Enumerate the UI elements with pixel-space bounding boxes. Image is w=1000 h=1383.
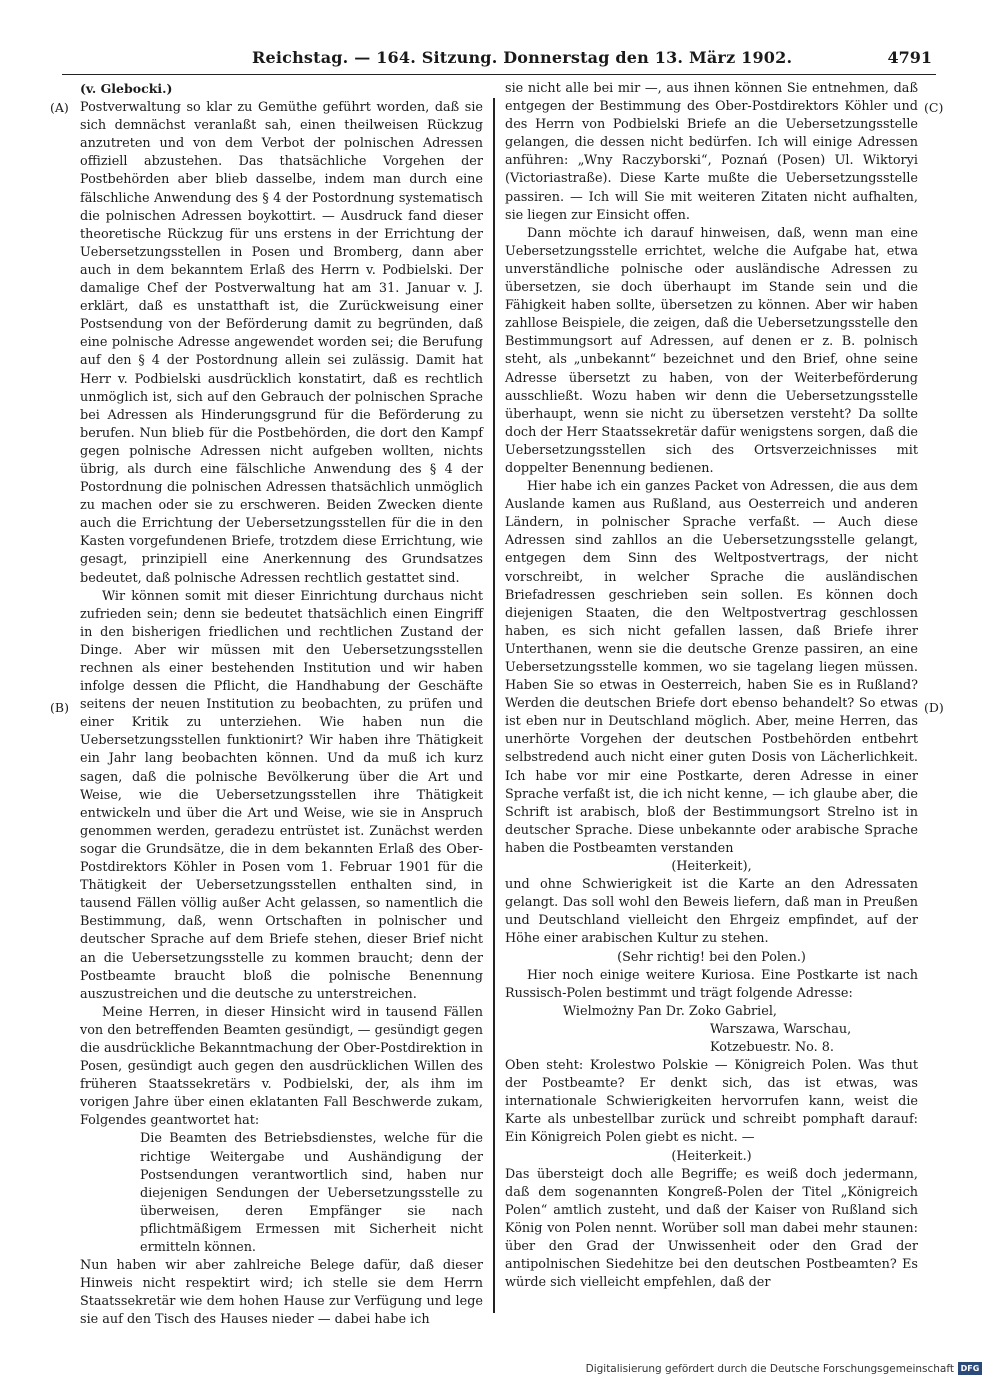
block-quote: Die Beamten des Betriebsdienstes, welche für die richtige Weitergabe und Aushändigung der Postsendungen verantwortlich sind, haben nur diejenigen Sendungen der Uebersetzungsstelle zu überweisen, deren Empfänger sie nach pflichtmäßigem Ermessen mit Sicherheit nicht ermitteln können. [140,1131,483,1255]
address-line: Kotzebuestr. No. 8. [710,1039,834,1055]
interjection: (Sehr richtig! bei den Polen.) [617,949,806,965]
right-column [505,80,918,1292]
paragraph: Oben steht: Krolestwo Polskie — Königreich Polen. Was thut der Postbeamte? Er denkt sich, das ist etwas, was internationale Schwierigkeiten hervorrufen kann, weist die Karte als unbestellbar zurück und schreibt pomphaft darauf: Ein Königreich Polen giebt es nicht. — [505,1058,918,1146]
left-column [80,80,483,1329]
page-header [62,46,936,70]
margin-marker-d: (D) [924,700,944,715]
address-line: Warszawa, Warschau, [710,1021,852,1037]
paragraph: Meine Herren, in dieser Hinsicht wird in tausend Fällen von den betreffenden Beamten gesündigt, — gesündigt gegen die ausdrückliche Bekanntmachung der Ober-Postdirektion in Posen, gesündigt auch gegen den ausdrücklichen Willen des früheren Staatssekretärs v. Podbielski, der, als ihm im vorigen Jahre über einen eklatanten Fall Beschwerde zukam, Folgendes geantwortet hat: [80,1004,483,1129]
paragraph: Postverwaltung so klar zu Gemüthe geführt worden, daß sie sich demnächst veranlaßt sah, einen theilweisen Rückzug anzutreten und von dem Verbot der polnischen Adressen offiziell abzustehen. Das thatsächliche Vorgehen der Postbehörden aber blieb dasselbe, indem man durch eine fälschliche Anwendung des § 4 der Postordnung systematisch die polnischen Adressen boykottirt. — Ausdruck fand dieser theoretische Rückzug für uns erstens in der Errichtung der Uebersetzungsstellen in Posen und Bromberg, dann aber auch in dem bekanntem Erlaß des Herrn v. Podbielski. Der damalige Chef der Postverwaltung hat am 31. Januar v. J. erklärt, daß es unstatthaft ist, die Zurückweisung einer Postsendung von der Beförderung damit zu begründen, daß eine polnische Adresse angewendet worden sei; die Berufung auf den § 4 der Postordnung allein sei zulässig. Damit hat Herr v. Podbielski ausdrücklich konstatirt, daß es rechtlich unmöglich ist, sich auf den Gebrauch der polnischen Sprache bei Adressen als Hinderungsgrund für die Beförderung zu berufen. Nun blieb für die Postbehörden, die dort den Kampf gegen polnische Adressen nicht aufgeben wollten, nichts übrig, als durch eine fälschliche Anwendung des § 4 der Postordnung die polnischen Adressen thatsächlich unmöglich zu machen oder sie zu erschweren. Beiden Zwecken diente auch die Errichtung der Uebersetzungsstellen für die in den Kasten vorgefundenen Briefe, trotzdem diese Errichtung, wie gesagt, prinzipiell eine Anerkennung des Grundsatzes bedeutet, daß polnische Adressen rechtlich gestattet sind. [80,100,483,586]
paragraph: Nun haben wir aber zahlreiche Belege dafür, daß dieser Hinweis nicht respektirt wird; ich stelle sie dem Herrn Staatssekretär wie dem hohen Hause zur Verfügung und lege sie auf den Tisch des Hauses nieder — dabei habe ich [80,1258,483,1328]
header-title: Reichstag. — 164. Sitzung. Donnerstag den 13. März 1902. [252,48,793,67]
paragraph: Hier noch einige weitere Kuriosa. Eine Postkarte ist nach Russisch-Polen bestimmt und trägt folgende Adresse: [505,967,918,1001]
margin-marker-a: (A) [50,100,69,115]
paragraph: sie nicht alle bei mir —, aus ihnen können Sie entnehmen, daß entgegen der Bestimmung des Ober-Postdirektors Köhler und des Herrn von Podbielski Briefe an die Uebersetzungsstelle gelangen, die dessen nicht bedürfen. Ich will einige Adressen anführen: „Wny Raczyborski“, Poznań (Posen) Ul. Wiktoryi (Victoriastraße). Diese Karte mußte die Uebersetzungsstelle passiren. — Ich will Sie mit weiteren Zitaten nicht aufhalten, sie liegen zur Einsicht offen. [505,81,918,223]
paragraph: Hier habe ich ein ganzes Packet von Adressen, die aus dem Auslande kamen aus Rußland, aus Oesterreich und anderen Ländern, in polnischer Sprache verfaßt. — Auch diese Adressen sind zahllos an die Uebersetzungsstelle gelangt, entgegen dem Sinn des Weltpostvertrags, der nicht vorschreibt, in welcher Sprache die ausländischen Briefadressen geschrieben sein sollen. Es können doch diejenigen Staaten, die den Weltpostvertrag geschlossen haben, es sich nicht gefallen lassen, daß Briefe ihrer Unterthanen, wenn sie die deutsche Grenze passiren, an eine Uebersetzungsstelle kommen, wo sie tagelang liegen müssen. Haben Sie so etwas in Oesterreich, haben Sie es in Rußland? Werden die deutschen Briefe dort ebenso behandelt? So etwas ist eben nur in Deutschland möglich. Aber, meine Herren, das unerhörte Vorgehen der deutschen Postbehörden entbehrt selbstredend auch nicht einer guten Dosis von Lächerlichkeit. Ich habe vor mir eine Postkarte, deren Adresse in einer Sprache verfaßt ist, die ich nicht kenne, — ich glaube aber, die Schrift ist arabisch, bloß der Bestimmungsort Strelno ist in deutscher Sprache. Diese unbekannte oder arabische Sprache haben die Postbeamten verstanden [505,479,918,856]
footer-text: Digitalisierung gefördert durch die Deutsche Forschungsgemeinschaft [585,1362,954,1375]
margin-marker-b: (B) [50,700,69,715]
paragraph: Dann möchte ich darauf hinweisen, daß, wenn man eine Uebersetzungsstelle errichtet, welche die Aufgabe hat, etwa unverständliche polnische oder ausländische Adressen zu übersetzen, sie doch überhaupt im Stande sein und die Fähigkeit haben sollte, übersetzen zu können. Aber wir haben zahllose Beispiele, die zeigen, daß die Uebersetzungsstelle den Bestimmungsort auf Adressen, auf denen er z. B. polnisch steht, als „unbekannt“ bezeichnet und den Brief, ohne seine Adresse übersetzt zu haben, von der Weiterbeförderung ausschließt. Wozu haben wir denn die Uebersetzungsstelle überhaupt, wenn sie nicht zu übersetzen versteht? Da sollte doch der Herr Staatssekretär dafür wenigstens sorgen, daß die Uebersetzungsstellen sich des Ortsverzeichnisses mit doppelter Benennung bedienen. [505,225,918,476]
page-number: 4791 [887,48,932,67]
margin-marker-c: (C) [924,100,944,115]
header-rule [62,74,936,75]
paragraph: und ohne Schwierigkeit ist die Karte an den Adressaten gelangt. Das soll wohl den Beweis liefern, daß man in Preußen und Deutschland vielleicht den Ehrgeiz empfindet, auf der Höhe einer arabischen Kultur zu stehen. [505,877,918,947]
paragraph: Wir können somit mit dieser Einrichtung durchaus nicht zufrieden sein; denn sie bedeutet thatsächlich einen Eingriff in den bisherigen friedlichen und rechtlichen Zustand der Dinge. Aber wir müssen mit den Uebersetzungsstellen rechnen als einer bestehenden Institution und wir haben infolge dessen die Pflicht, die Handhabung der Geschäfte seitens der neuen Institution zu beobachten, zu prüfen und einer Kritik zu unterziehen. Wie haben nun die Uebersetzungsstellen funktionirt? Wir haben ihre Thätigkeit ein Jahr lang beobachten können. Und da muß ich kurz sagen, daß die polnische Bevölkerung über die Art und Weise, wie die Uebersetzungsstellen ihre Thätigkeit entwickeln und über die Art und Weise, wie sie in Anspruch genommen werden, geradezu entrüstet ist. Zunächst werden sogar die Grundsätze, die in dem bekannten Erlaß des Ober-Postdirektors Köhler in Posen vom 1. Februar 1901 für die Thätigkeit der Uebersetzungsstellen enthalten sind, in tausend Fällen völlig außer Acht gelassen, so namentlich die Bestimmung, daß, wenn Ortschaften in polnischer und deutscher Sprache auf dem Briefe stehen, dieser Brief nicht an die Uebersetzungsstelle zu kommen braucht; denn der Postbeamte braucht bloß die polnische Benennung auszustreichen und die deutsche zu unterstreichen. [80,588,483,1002]
paragraph: Das übersteigt doch alle Begriffe; es weiß doch jedermann, daß dem sogenannten Kongreß-Polen der Titel „Königreich Polen“ amtlich zusteht, und daß der Kaiser von Rußland sich König von Polen nennt. Worüber soll man dabei mehr staunen: über den Grad der Unwissenheit oder den Grad der antipolnischen Siedehitze bei den deutschen Postbeamten? Es würde sich vielleicht empfehlen, daß der [505,1166,918,1291]
address-line: Wielmożny Pan Dr. Zoko Gabriel, [563,1003,777,1019]
interjection: (Heiterkeit.) [671,1148,752,1164]
dfg-logo-icon: DFG [958,1362,982,1375]
interjection: (Heiterkeit), [671,859,752,875]
speaker-name: (v. Glebocki.) [80,81,173,96]
column-divider [493,98,495,1313]
digitization-footer [586,1362,982,1375]
